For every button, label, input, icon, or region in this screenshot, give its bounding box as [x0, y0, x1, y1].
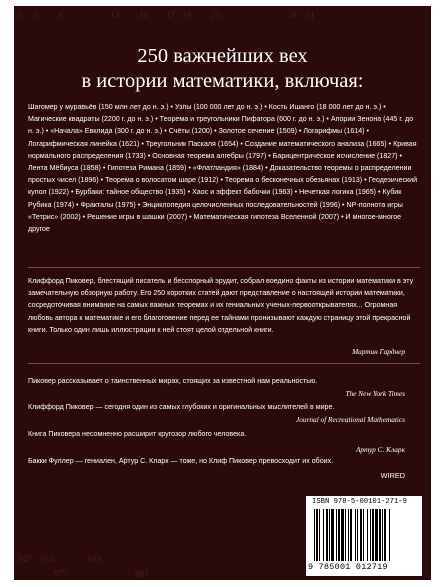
- barcode-bars: [314, 509, 414, 561]
- barcode-bar: [336, 509, 337, 561]
- barcode-bar: [382, 509, 383, 561]
- barcode-bar: [331, 509, 334, 561]
- cover-heading: [14, 44, 431, 94]
- barcode-bar: [329, 509, 330, 561]
- book-description: Клиффорд Пиковер, блестящий писатель и бесспорный эрудит, собрал воедино факты из истории математики в эту замечательную обзорную работу. Его 250 коротких статей дают представление о настоящей истории математики, сосредоточивая внимание на самых важных теоремах и их гениальных ученых-первооткрывателях... Огромная любовь автора к математике и его благоговение перед ее тайнами пронизывают каждую страницу этой прекрасной книги. Только один лишь иллюстрации к ней стоят целой отдельной книги.: [28, 277, 414, 334]
- review-text: Бакки Фуллер — гениален, Артур С. Кларк — тоже, но Клиф Пиковер превосходит их обоих.: [28, 457, 334, 465]
- barcode-bar: [389, 509, 390, 561]
- divider: [28, 363, 420, 364]
- milestones-list: Шагомер у муравьёв (150 млн лет до н. э.) • Узлы (100 000 лет до н. э.) • Кость Ишанго (18 000 лет до н. э.) • Магические квадраты (2200 г. до н. э.) • Теорема и треугольники Пифагора (600 г. до н. э.) • Апории Зенона (445 г. до н. э.) • «Начала» Евклида (300 г. до н. э.) • Счёты (1200) • Золотое сечение (1509) • Логарифмы (1614) • Логарифмическая линейка (1621) • Треугольник Паскаля (1654) • Создание математического анализа (1665) • Кривая нормального распределения (1733) • Основная теорема алгебры (1797) • Барицентрическое исчисление (1827) • Лента Мёбиуса (1858) • Гипотеза Римана (1859) • «Флатландия» (1884) • Доказательство теоремы о распределении простых чисел (1896) • Теорема о волосатом шаре (1912) • Теорема о бесконечных обезьянах (1913) • Геодезический купол (1922) • Бурбаки: тайное общество (1935) • Хаос и эффект бабочки (1963) • Нечеткая логика (1965) • Кубик Рубика (1974) • Фракталы (1975) • Энциклопедия целочисленных последовательностей (1996) • NP-полнота игры «Тетрис» (2002) • Решение игры в шашки (2007) • Математическая гипотеза Вселенной (2007) • И многое-многое другое: [28, 103, 418, 234]
- barcode-bar: [367, 509, 368, 561]
- barcode-bar: [370, 509, 371, 561]
- barcode-bar: [319, 509, 320, 561]
- barcode-bar: [345, 509, 346, 561]
- heading-line-1: 250 важнейших вех: [137, 45, 308, 67]
- review-source: The New York Times: [345, 389, 405, 398]
- barcode-bar: [379, 509, 381, 561]
- barcode-bar: [323, 509, 324, 561]
- isbn-barcode: [306, 496, 422, 576]
- barcode-bar: [372, 509, 374, 561]
- review-source: Journal of Recreational Mathematics: [296, 415, 405, 424]
- barcode-number: 9 785001 012719: [308, 562, 388, 572]
- barcode-bar: [375, 509, 378, 561]
- barcode-bar: [355, 509, 356, 561]
- review-text: Клиффорд Пиковер — сегодня один из самых глубоких и оригинальных мыслителей в мире.: [28, 403, 335, 411]
- barcode-bar: [360, 509, 362, 561]
- review-source: WIRED: [380, 471, 405, 480]
- divider: [28, 267, 420, 268]
- heading-line-2: в истории математики, включая:: [81, 70, 364, 92]
- barcode-bar: [316, 509, 318, 561]
- barcode-bar: [341, 509, 344, 561]
- barcode-bar: [357, 509, 358, 561]
- background-digits-bottom-2: 977 983: [54, 569, 149, 579]
- isbn-label: ISBN 978-5-00101-271-9: [312, 498, 407, 506]
- barcode-bar: [314, 509, 315, 561]
- barcode-bar: [350, 509, 352, 561]
- review-text: Книга Пиковера несомненно расширит кругозор любого человека.: [28, 430, 247, 438]
- description-attribution: Мартин Гарднер: [352, 347, 405, 356]
- barcode-bar: [326, 509, 328, 561]
- book-back-cover: [14, 6, 431, 580]
- review-source: Артур С. Кларк: [355, 445, 405, 454]
- review-text: Пиковер рассказывает о таинственных мирах, стоящих за известной нам реальностью.: [28, 377, 318, 385]
- barcode-bar: [363, 509, 364, 561]
- background-digits-bottom: 947 953 839: [18, 554, 102, 564]
- background-digits-top: 3 5 8 13 11 17 19 23 29 31: [18, 10, 315, 20]
- barcode-bar: [348, 509, 349, 561]
- barcode-bar: [384, 509, 386, 561]
- barcode-bar: [338, 509, 340, 561]
